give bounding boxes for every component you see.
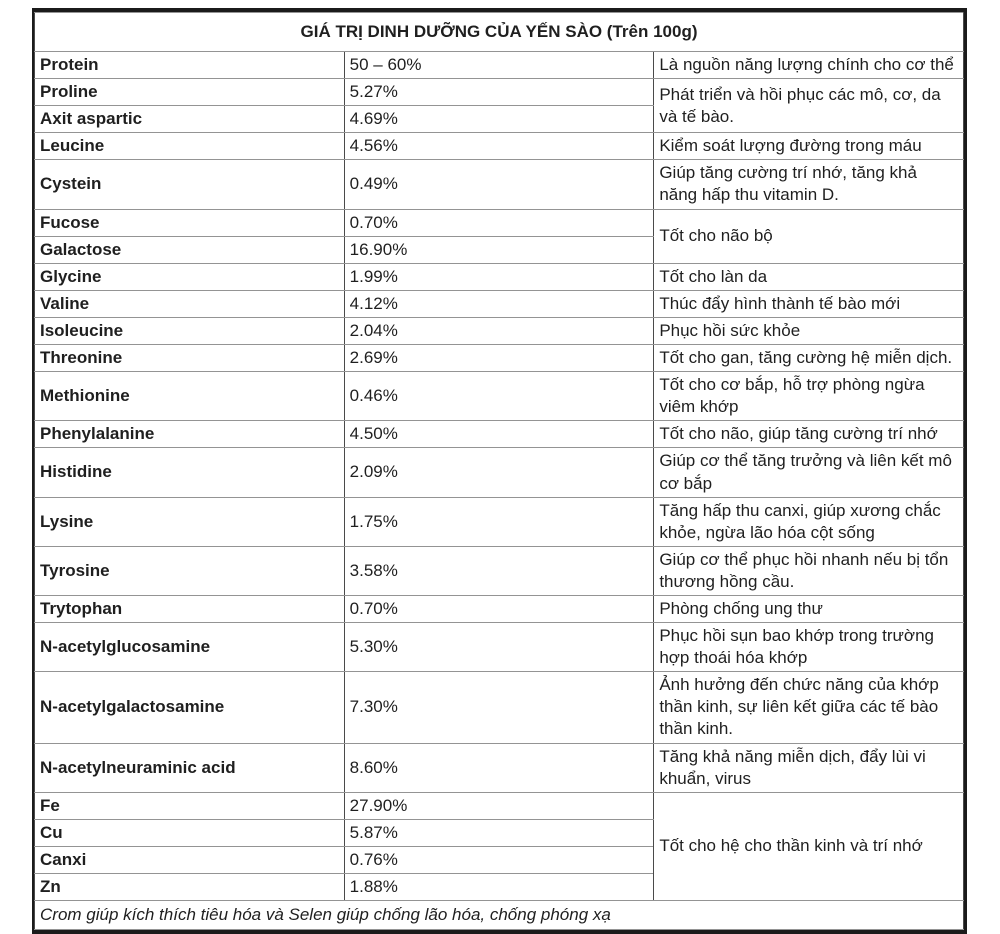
nutrient-name-cell: Canxi	[35, 846, 345, 873]
nutrient-percent-cell: 0.70%	[344, 209, 654, 236]
nutrient-benefit-cell: Tốt cho gan, tăng cường hệ miễn dịch.	[654, 345, 964, 372]
nutrient-benefit-cell: Giúp cơ thể phục hồi nhanh nếu bị tổn thương hồng cầu.	[654, 546, 964, 595]
nutrient-benefit-cell: Tốt cho hệ cho thần kinh và trí nhớ	[654, 792, 964, 900]
table-body	[35, 52, 964, 901]
nutrient-name-cell: Axit aspartic	[35, 106, 345, 133]
nutrient-name-cell: Methionine	[35, 372, 345, 421]
nutrient-benefit-cell: Là nguồn năng lượng chính cho cơ thể	[654, 52, 964, 79]
nutrient-percent-cell: 5.27%	[344, 79, 654, 106]
table-row	[35, 623, 964, 672]
nutrient-percent-cell: 50 – 60%	[344, 52, 654, 79]
nutrient-percent-cell: 0.70%	[344, 595, 654, 622]
nutrient-name-cell: Histidine	[35, 448, 345, 497]
nutrient-percent-cell: 2.69%	[344, 345, 654, 372]
nutrient-percent-cell: 4.12%	[344, 290, 654, 317]
nutrient-benefit-cell: Phát triển và hồi phục các mô, cơ, da và tế bào.	[654, 79, 964, 133]
nutrient-benefit-cell: Giúp cơ thể tăng trưởng và liên kết mô cơ bắp	[654, 448, 964, 497]
nutrient-benefit-cell: Phục hồi sụn bao khớp trong trường hợp thoái hóa khớp	[654, 623, 964, 672]
nutrient-benefit-cell: Ảnh hưởng đến chức năng của khớp thần kinh, sự liên kết giữa các tế bào thần kinh.	[654, 672, 964, 743]
nutrient-benefit-cell: Thúc đẩy hình thành tế bào mới	[654, 290, 964, 317]
nutrition-table-container	[32, 8, 967, 934]
nutrient-percent-cell: 1.99%	[344, 263, 654, 290]
nutrient-percent-cell: 4.56%	[344, 133, 654, 160]
table-row	[35, 345, 964, 372]
nutrient-name-cell: Lysine	[35, 497, 345, 546]
nutrient-percent-cell: 0.49%	[344, 160, 654, 209]
nutrient-benefit-cell: Tăng hấp thu canxi, giúp xương chắc khỏe, ngừa lão hóa cột sống	[654, 497, 964, 546]
table-row	[35, 497, 964, 546]
nutrient-percent-cell: 5.87%	[344, 819, 654, 846]
table-row	[35, 79, 964, 106]
table-row	[35, 372, 964, 421]
table-row	[35, 421, 964, 448]
nutrient-name-cell: Glycine	[35, 263, 345, 290]
nutrient-benefit-cell: Tốt cho làn da	[654, 263, 964, 290]
nutrient-benefit-cell: Phòng chống ung thư	[654, 595, 964, 622]
nutrient-name-cell: N-acetylneuraminic acid	[35, 743, 345, 792]
nutrient-benefit-cell: Phục hồi sức khỏe	[654, 317, 964, 344]
table-row	[35, 743, 964, 792]
nutrient-benefit-cell: Tốt cho não, giúp tăng cường trí nhớ	[654, 421, 964, 448]
table-row	[35, 209, 964, 236]
table-row	[35, 133, 964, 160]
table-row	[35, 263, 964, 290]
table-row	[35, 672, 964, 743]
nutrient-name-cell: Leucine	[35, 133, 345, 160]
nutrient-percent-cell: 0.46%	[344, 372, 654, 421]
nutrient-benefit-cell: Giúp tăng cường trí nhớ, tăng khả năng hấp thu vitamin D.	[654, 160, 964, 209]
nutrient-percent-cell: 2.04%	[344, 317, 654, 344]
nutrient-name-cell: Fe	[35, 792, 345, 819]
nutrient-percent-cell: 8.60%	[344, 743, 654, 792]
table-row	[35, 290, 964, 317]
nutrient-percent-cell: 1.75%	[344, 497, 654, 546]
table-row	[35, 52, 964, 79]
nutrient-benefit-cell: Kiểm soát lượng đường trong máu	[654, 133, 964, 160]
nutrient-name-cell: Isoleucine	[35, 317, 345, 344]
nutrient-benefit-cell: Tốt cho não bộ	[654, 209, 964, 263]
table-header	[35, 13, 964, 52]
nutrient-percent-cell: 3.58%	[344, 546, 654, 595]
nutrient-name-cell: Threonine	[35, 345, 345, 372]
nutrient-name-cell: N-acetylglucosamine	[35, 623, 345, 672]
nutrient-name-cell: Cu	[35, 819, 345, 846]
table-row	[35, 160, 964, 209]
table-footer	[35, 901, 964, 930]
nutrient-name-cell: Fucose	[35, 209, 345, 236]
table-footnote: Crom giúp kích thích tiêu hóa và Selen giúp chống lão hóa, chống phóng xạ	[35, 901, 964, 930]
nutrient-name-cell: Valine	[35, 290, 345, 317]
nutrient-percent-cell: 5.30%	[344, 623, 654, 672]
nutrient-name-cell: Trytophan	[35, 595, 345, 622]
nutrient-name-cell: Phenylalanine	[35, 421, 345, 448]
nutrient-percent-cell: 4.50%	[344, 421, 654, 448]
nutrient-name-cell: Galactose	[35, 236, 345, 263]
nutrient-percent-cell: 27.90%	[344, 792, 654, 819]
nutrient-name-cell: Protein	[35, 52, 345, 79]
table-row	[35, 792, 964, 819]
nutrient-name-cell: N-acetylgalactosamine	[35, 672, 345, 743]
footnote-row	[35, 901, 964, 930]
title-row	[35, 13, 964, 52]
table-row	[35, 317, 964, 344]
nutrient-percent-cell: 1.88%	[344, 874, 654, 901]
nutrient-percent-cell: 16.90%	[344, 236, 654, 263]
nutrient-name-cell: Proline	[35, 79, 345, 106]
nutrient-percent-cell: 2.09%	[344, 448, 654, 497]
nutrient-name-cell: Tyrosine	[35, 546, 345, 595]
nutrient-name-cell: Cystein	[35, 160, 345, 209]
nutrient-name-cell: Zn	[35, 874, 345, 901]
table-row	[35, 546, 964, 595]
nutrient-benefit-cell: Tốt cho cơ bắp, hỗ trợ phòng ngừa viêm khớp	[654, 372, 964, 421]
nutrient-percent-cell: 0.76%	[344, 846, 654, 873]
table-title: GIÁ TRỊ DINH DƯỠNG CỦA YẾN SÀO (Trên 100g)	[35, 13, 964, 52]
nutrient-benefit-cell: Tăng khả năng miễn dịch, đẩy lùi vi khuẩn, virus	[654, 743, 964, 792]
nutrient-percent-cell: 4.69%	[344, 106, 654, 133]
nutrition-table	[34, 12, 964, 930]
table-row	[35, 595, 964, 622]
nutrient-percent-cell: 7.30%	[344, 672, 654, 743]
table-row	[35, 448, 964, 497]
